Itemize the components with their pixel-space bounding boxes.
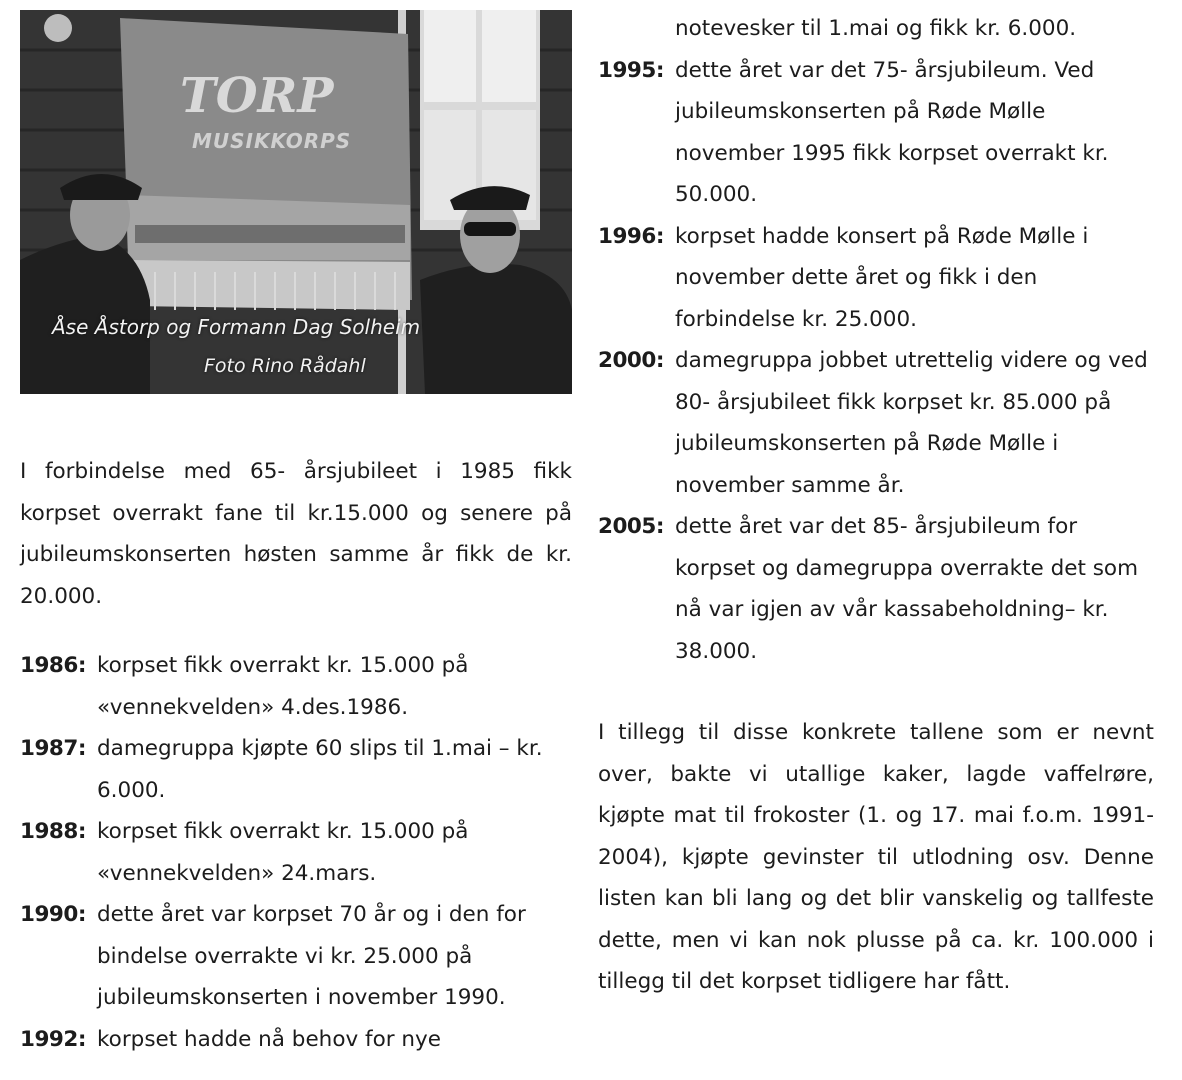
list-item <box>598 50 1154 216</box>
entry-text: dette året var det 75- årsjubileum. Ved jubileumskonserten på Røde Mølle november 1995 fikk korpset overrakt kr. 50.000. <box>675 57 1109 207</box>
entry-text: dette året var det 85- årsjubileum for korpset og damegruppa overrakte det som nå var igjen av vår kassabeholdning– kr. 38.000. <box>675 514 1139 664</box>
banner-subtitle: MUSIKKORPS <box>192 129 352 153</box>
list-item <box>20 811 572 894</box>
entry-text: korpset fikk overrakt kr. 15.000 på «vennekvelden» 24.mars. <box>97 819 469 886</box>
list-item <box>20 728 572 811</box>
entry-year: 1996: <box>598 223 664 249</box>
entry-year: 1992: <box>20 1026 86 1052</box>
right-column <box>598 8 1154 1003</box>
list-item <box>20 1019 572 1061</box>
entry-text: korpset hadde nå behov for nye <box>97 1026 441 1052</box>
entry-text: korpset hadde konsert på Røde Mølle i november dette året og fikk i den forbindelse kr. 25.000. <box>675 223 1089 332</box>
left-column <box>20 10 572 1060</box>
banner-title: TORP <box>180 68 334 124</box>
entry-year: 1987: <box>20 736 86 761</box>
entry-year: 2005: <box>598 514 664 539</box>
list-item <box>598 506 1154 672</box>
entry-year: 1990: <box>20 902 86 927</box>
entry-year: 1986: <box>20 653 86 678</box>
entry-year: 1995: <box>598 57 664 83</box>
entry-year: 2000: <box>598 348 664 373</box>
list-item <box>598 340 1154 506</box>
list-item <box>20 894 572 1019</box>
closing-paragraph: I tillegg til disse konkrete tallene som er nevnt over, bakte vi utallige kaker, lagde vaffelrøre, kjøpte mat til frokoster (1. og 17. mai f.o.m. 1991-2004), kjøpte gevinster til utlodning osv. Denne listen kan bli lang og det blir vanskelig og tallfeste dette, men vi kan nok plusse på ca. kr. 100.000 i tillegg til det korpset tidligere har fått. <box>598 720 1154 994</box>
entry-year: 1988: <box>20 819 86 844</box>
entry-text: damegruppa kjøpte 60 slips til 1.mai – kr. 6.000. <box>97 736 543 803</box>
entry-text: korpset fikk overrakt kr. 15.000 på «vennekvelden» 4.des.1986. <box>97 653 469 720</box>
entry-continuation: notevesker til 1.mai og fikk kr. 6.000. <box>675 16 1077 41</box>
list-item <box>20 645 572 728</box>
entry-text: damegruppa jobbet utrettelig videre og ved 80- årsjubileet fikk korpset kr. 85.000 på jubileumskonserten på Røde Mølle i november samme år. <box>675 348 1148 498</box>
banner-photo <box>20 10 572 394</box>
left-entries <box>20 645 572 1060</box>
intro-paragraph: I forbindelse med 65- årsjubileet i 1985 fikk korpset overrakt fane til kr.15.000 og senere på jubileumskonserten høsten samme år fikk de kr. 20.000. <box>20 459 572 609</box>
entry-text: dette året var korpset 70 år og i den for bindelse overrakte vi kr. 25.000 på jubileumskonserten i november 1990. <box>97 902 526 1010</box>
photo-caption-names: Åse Åstorp og Formann Dag Solheim <box>52 315 421 339</box>
photo-caption-credit: Foto Rino Rådahl <box>204 355 366 377</box>
list-item <box>598 216 1154 341</box>
